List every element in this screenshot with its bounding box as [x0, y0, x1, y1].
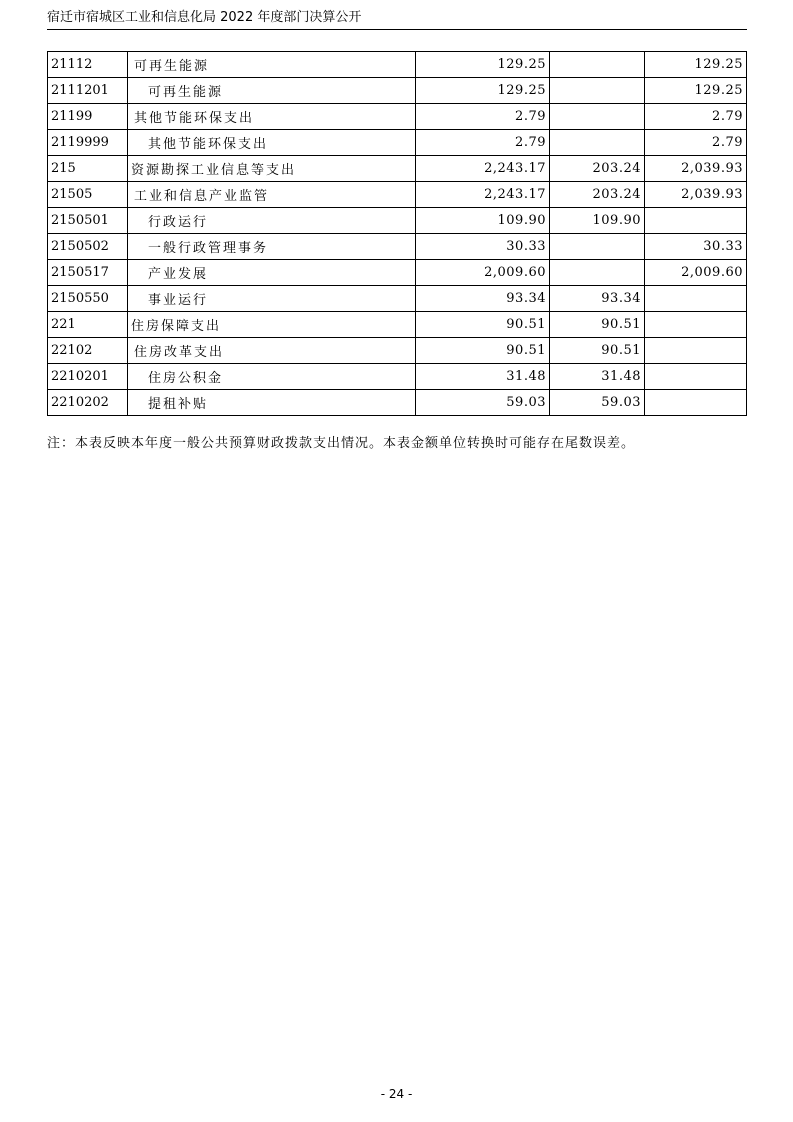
basic-expenditure-cell	[550, 104, 645, 130]
subject-name-cell: 资源勘探工业信息等支出	[128, 156, 416, 182]
subject-code-cell: 21112	[48, 52, 128, 78]
subject-name-cell: 一般行政管理事务	[128, 234, 416, 260]
subject-code-cell: 2119999	[48, 130, 128, 156]
basic-expenditure-cell: 90.51	[550, 312, 645, 338]
project-expenditure-cell: 2.79	[645, 130, 747, 156]
table-row	[48, 208, 747, 234]
table-row	[48, 260, 747, 286]
basic-expenditure-cell	[550, 234, 645, 260]
subject-code-cell: 2111201	[48, 78, 128, 104]
total-amount-cell: 2,009.60	[416, 260, 550, 286]
table-row	[48, 390, 747, 416]
table-footnote: 注：本表反映本年度一般公共预算财政拨款支出情况。本表金额单位转换时可能存在尾数误差。	[47, 436, 636, 451]
project-expenditure-cell	[645, 364, 747, 390]
table-row	[48, 52, 747, 78]
total-amount-cell: 2,243.17	[416, 182, 550, 208]
header-divider	[47, 29, 747, 30]
project-expenditure-cell	[645, 390, 747, 416]
basic-expenditure-cell	[550, 130, 645, 156]
subject-code-cell: 2150502	[48, 234, 128, 260]
basic-expenditure-cell: 203.24	[550, 182, 645, 208]
subject-code-cell: 2150550	[48, 286, 128, 312]
subject-name-cell: 住房保障支出	[128, 312, 416, 338]
total-amount-cell: 2,243.17	[416, 156, 550, 182]
expenditure-table-body	[48, 52, 747, 416]
total-amount-cell: 129.25	[416, 78, 550, 104]
table-row	[48, 130, 747, 156]
page-number: - 24 -	[380, 1087, 413, 1101]
basic-expenditure-cell	[550, 52, 645, 78]
subject-name-cell: 住房改革支出	[128, 338, 416, 364]
table-row	[48, 312, 747, 338]
project-expenditure-cell: 129.25	[645, 78, 747, 104]
total-amount-cell: 2.79	[416, 130, 550, 156]
subject-name-cell: 可再生能源	[128, 78, 416, 104]
total-amount-cell: 30.33	[416, 234, 550, 260]
project-expenditure-cell	[645, 338, 747, 364]
basic-expenditure-cell: 93.34	[550, 286, 645, 312]
subject-name-cell: 提租补贴	[128, 390, 416, 416]
basic-expenditure-cell: 59.03	[550, 390, 645, 416]
subject-code-cell: 21199	[48, 104, 128, 130]
subject-name-cell: 住房公积金	[128, 364, 416, 390]
subject-name-cell: 工业和信息产业监管	[128, 182, 416, 208]
subject-name-cell: 其他节能环保支出	[128, 130, 416, 156]
subject-code-cell: 2150517	[48, 260, 128, 286]
document-header-title: 宿迁市宿城区工业和信息化局 2022 年度部门决算公开	[47, 10, 362, 25]
expenditure-table	[47, 51, 747, 416]
project-expenditure-cell: 129.25	[645, 52, 747, 78]
subject-code-cell: 215	[48, 156, 128, 182]
subject-code-cell: 221	[48, 312, 128, 338]
project-expenditure-cell	[645, 286, 747, 312]
total-amount-cell: 129.25	[416, 52, 550, 78]
subject-code-cell: 2210202	[48, 390, 128, 416]
project-expenditure-cell	[645, 312, 747, 338]
table-row	[48, 104, 747, 130]
basic-expenditure-cell: 203.24	[550, 156, 645, 182]
subject-name-cell: 事业运行	[128, 286, 416, 312]
basic-expenditure-cell: 90.51	[550, 338, 645, 364]
table-row	[48, 286, 747, 312]
subject-code-cell: 2150501	[48, 208, 128, 234]
basic-expenditure-cell: 31.48	[550, 364, 645, 390]
total-amount-cell: 93.34	[416, 286, 550, 312]
total-amount-cell: 90.51	[416, 312, 550, 338]
total-amount-cell: 90.51	[416, 338, 550, 364]
project-expenditure-cell: 2,039.93	[645, 156, 747, 182]
subject-name-cell: 产业发展	[128, 260, 416, 286]
subject-name-cell: 其他节能环保支出	[128, 104, 416, 130]
table-row	[48, 364, 747, 390]
total-amount-cell: 109.90	[416, 208, 550, 234]
subject-code-cell: 21505	[48, 182, 128, 208]
project-expenditure-cell: 2.79	[645, 104, 747, 130]
total-amount-cell: 2.79	[416, 104, 550, 130]
basic-expenditure-cell	[550, 78, 645, 104]
project-expenditure-cell: 2,009.60	[645, 260, 747, 286]
subject-code-cell: 2210201	[48, 364, 128, 390]
table-row	[48, 234, 747, 260]
subject-name-cell: 可再生能源	[128, 52, 416, 78]
project-expenditure-cell: 30.33	[645, 234, 747, 260]
project-expenditure-cell: 2,039.93	[645, 182, 747, 208]
basic-expenditure-cell: 109.90	[550, 208, 645, 234]
table-row	[48, 156, 747, 182]
table-row	[48, 78, 747, 104]
project-expenditure-cell	[645, 208, 747, 234]
table-row	[48, 338, 747, 364]
subject-name-cell: 行政运行	[128, 208, 416, 234]
basic-expenditure-cell	[550, 260, 645, 286]
total-amount-cell: 59.03	[416, 390, 550, 416]
total-amount-cell: 31.48	[416, 364, 550, 390]
subject-code-cell: 22102	[48, 338, 128, 364]
table-row	[48, 182, 747, 208]
